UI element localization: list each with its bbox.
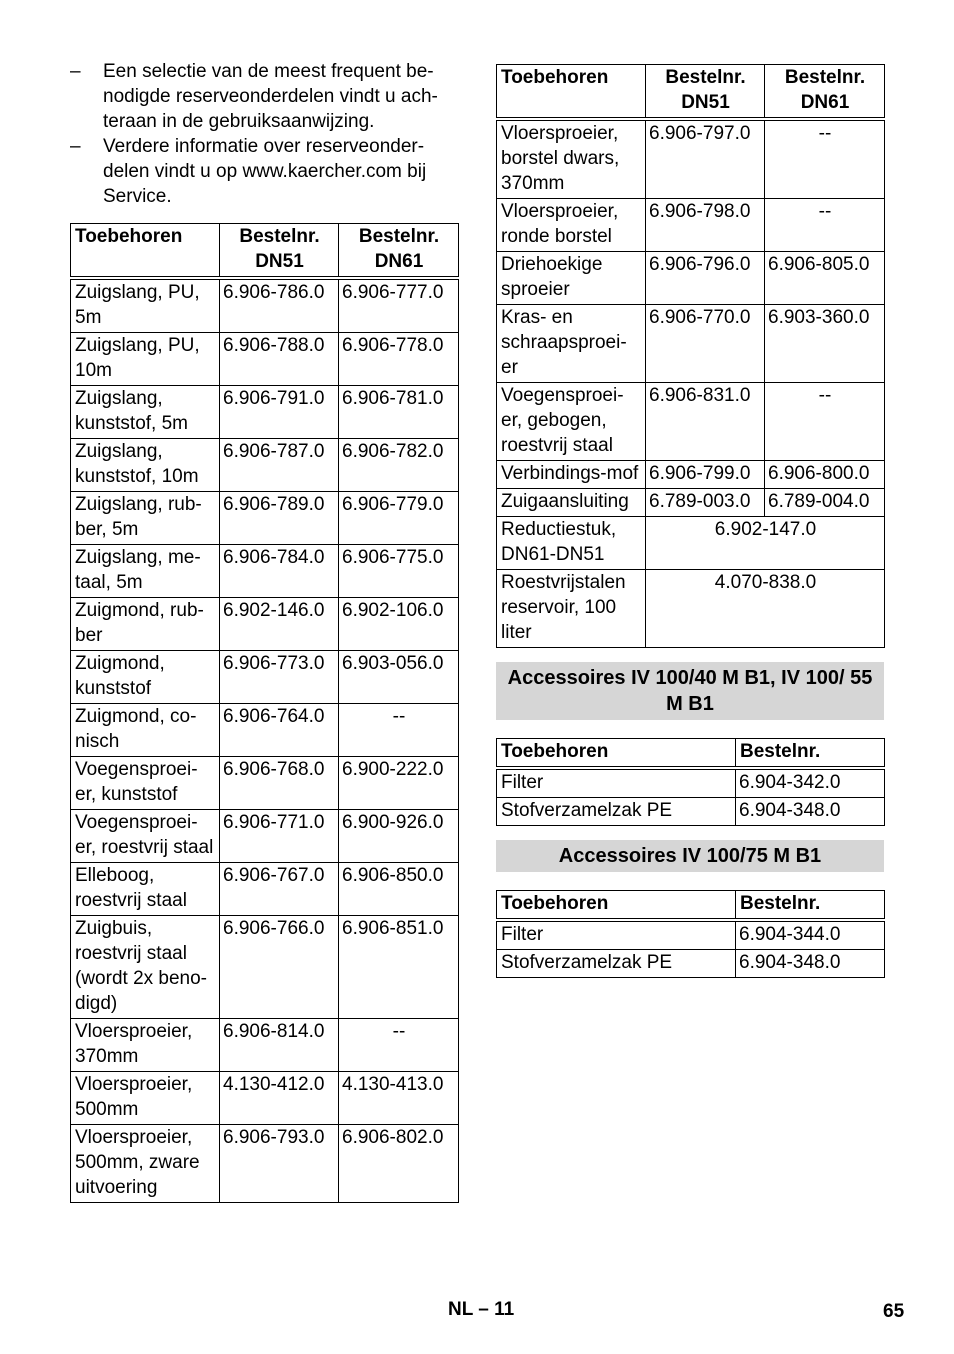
order-number-cell: 6.902-146.0: [220, 598, 339, 651]
order-number-cell: 6.906-791.0: [220, 386, 339, 439]
table-row: [71, 1072, 459, 1125]
table-row: [71, 704, 459, 757]
order-number-cell: 6.904-348.0: [736, 950, 885, 978]
order-number-cell: 6.906-784.0: [220, 545, 339, 598]
order-number-cell: 6.906-781.0: [339, 386, 459, 439]
order-number-cell: 6.906-851.0: [339, 916, 459, 1019]
table-row: [497, 570, 885, 648]
table-row: [71, 757, 459, 810]
order-number-cell: 6.906-768.0: [220, 757, 339, 810]
item-name-cell: Stofverzamelzak PE: [497, 950, 736, 978]
order-number-cell: 6.789-004.0: [765, 489, 885, 517]
order-number-cell: 6.906-767.0: [220, 863, 339, 916]
accessories-table-iv100-40: [496, 738, 885, 826]
item-name-cell: Zuigslang, PU, 10m: [71, 333, 220, 386]
column-header: Toebehoren: [497, 739, 736, 769]
table-row: [497, 768, 885, 798]
table-row: [497, 920, 885, 950]
order-number-cell: 6.906-775.0: [339, 545, 459, 598]
item-name-cell: Zuigslang, kunststof, 5m: [71, 386, 220, 439]
column-header: Toebehoren: [71, 224, 220, 279]
column-header: Bestelnr. DN51: [220, 224, 339, 279]
column-header: Toebehoren: [497, 65, 646, 120]
item-name-cell: Zuigslang, PU, 5m: [71, 278, 220, 333]
accessories-table-iv100-75: [496, 890, 885, 978]
table-row: [71, 492, 459, 545]
item-name-cell: Voegensproei-er, roestvrij staal: [71, 810, 220, 863]
order-number-cell: 6.906-770.0: [646, 305, 765, 383]
order-number-cell: 6.904-344.0: [736, 920, 885, 950]
page-number: 65: [883, 1301, 905, 1322]
order-number-cell: 4.130-412.0: [220, 1072, 339, 1125]
order-number-cell: 6.789-003.0: [646, 489, 765, 517]
table-row: [71, 1125, 459, 1203]
order-number-cell: 6.906-771.0: [220, 810, 339, 863]
table-row: [71, 278, 459, 333]
item-name-cell: Filter: [497, 768, 736, 798]
dash-mark: –: [70, 61, 81, 82]
item-name-cell: Zuigmond, co-nisch: [71, 704, 220, 757]
footer-section-page: – 11: [478, 1299, 515, 1320]
item-name-cell: Zuigbuis, roestvrij staal (wordt 2x beno-digd): [71, 916, 220, 1019]
order-number-cell: 4.130-413.0: [339, 1072, 459, 1125]
item-name-cell: Zuigslang, me-taal, 5m: [71, 545, 220, 598]
table-row: [497, 461, 885, 489]
item-name-cell: Vloersproeier, 500mm: [71, 1072, 220, 1125]
order-number-cell: 6.906-779.0: [339, 492, 459, 545]
order-number-cell: 6.904-348.0: [736, 798, 885, 826]
item-name-cell: Verbindings-mof: [497, 461, 646, 489]
order-number-cell: 6.902-147.0: [646, 517, 885, 570]
order-number-cell: 6.906-786.0: [220, 278, 339, 333]
table-row: [497, 798, 885, 826]
order-number-cell: 6.906-799.0: [646, 461, 765, 489]
table-row: [71, 810, 459, 863]
intro-text: Een selectie van de meest frequent be-nodigde reserveonderdelen vindt u ach-teraan in de gebruiksaanwijzing.: [103, 61, 438, 132]
order-number-cell: 6.906-782.0: [339, 439, 459, 492]
order-number-cell: 6.903-056.0: [339, 651, 459, 704]
order-number-cell: 6.900-222.0: [339, 757, 459, 810]
item-name-cell: Zuigslang, rub-ber, 5m: [71, 492, 220, 545]
table-row: [71, 916, 459, 1019]
table-row: [497, 252, 885, 305]
order-number-cell: 6.906-773.0: [220, 651, 339, 704]
table-row: [71, 598, 459, 651]
column-header: Bestelnr. DN51: [646, 65, 765, 120]
table-row: [497, 119, 885, 199]
order-number-cell: 6.906-798.0: [646, 199, 765, 252]
order-number-cell: 6.906-787.0: [220, 439, 339, 492]
order-number-cell: 6.906-777.0: [339, 278, 459, 333]
order-number-cell: 6.906-778.0: [339, 333, 459, 386]
intro-item: [70, 134, 458, 209]
section-heading-iv100-75: Accessoires IV 100/75 M B1: [496, 840, 884, 872]
column-header: Bestelnr. DN61: [765, 65, 885, 120]
right-column: [496, 64, 884, 978]
table-row: [71, 545, 459, 598]
order-number-cell: --: [765, 119, 885, 199]
item-name-cell: Zuigaansluiting: [497, 489, 646, 517]
item-name-cell: Stofverzamelzak PE: [497, 798, 736, 826]
column-header: Bestelnr.: [736, 891, 885, 921]
order-number-cell: 6.906-764.0: [220, 704, 339, 757]
order-number-cell: --: [765, 383, 885, 461]
table-row: [497, 517, 885, 570]
table-row: [71, 863, 459, 916]
item-name-cell: Vloersproeier, ronde borstel: [497, 199, 646, 252]
item-name-cell: Elleboog, roestvrij staal: [71, 863, 220, 916]
table-header-row: [71, 224, 459, 279]
order-number-cell: 6.906-800.0: [765, 461, 885, 489]
table-row: [71, 386, 459, 439]
intro-list: [70, 59, 458, 209]
item-name-cell: Reductiestuk, DN61-DN51: [497, 517, 646, 570]
order-number-cell: 6.906-793.0: [220, 1125, 339, 1203]
intro-text: Verdere informatie over reserveonder-delen vindt u op www.kaercher.com bij Service.: [103, 136, 427, 207]
table-row: [497, 950, 885, 978]
order-number-cell: 6.906-802.0: [339, 1125, 459, 1203]
column-header: Toebehoren: [497, 891, 736, 921]
order-number-cell: 6.900-926.0: [339, 810, 459, 863]
order-number-cell: --: [339, 1019, 459, 1072]
item-name-cell: Driehoekige sproeier: [497, 252, 646, 305]
order-number-cell: 6.906-796.0: [646, 252, 765, 305]
section-heading-iv100-40-55: Accessoires IV 100/40 M B1, IV 100/ 55 M B1: [496, 662, 884, 720]
intro-item: [70, 59, 458, 134]
item-name-cell: Zuigslang, kunststof, 10m: [71, 439, 220, 492]
item-name-cell: Zuigmond, kunststof: [71, 651, 220, 704]
item-name-cell: Filter: [497, 920, 736, 950]
table-row: [497, 489, 885, 517]
item-name-cell: Voegensproei-er, gebogen, roestvrij staal: [497, 383, 646, 461]
table-header-row: [497, 739, 885, 769]
order-number-cell: 6.906-797.0: [646, 119, 765, 199]
table-row: [71, 651, 459, 704]
column-header: Bestelnr. DN61: [339, 224, 459, 279]
order-number-cell: 6.906-805.0: [765, 252, 885, 305]
table-row: [71, 333, 459, 386]
accessories-table-dn-continued: [496, 64, 885, 648]
table-row: [71, 439, 459, 492]
table-row: [497, 305, 885, 383]
order-number-cell: 6.906-850.0: [339, 863, 459, 916]
order-number-cell: 6.906-788.0: [220, 333, 339, 386]
accessories-table-dn: [70, 223, 459, 1203]
item-name-cell: Zuigmond, rub-ber: [71, 598, 220, 651]
item-name-cell: Voegensproei-er, kunststof: [71, 757, 220, 810]
table-row: [497, 383, 885, 461]
table-row: [71, 1019, 459, 1072]
order-number-cell: 6.906-831.0: [646, 383, 765, 461]
item-name-cell: Vloersproeier, borstel dwars, 370mm: [497, 119, 646, 199]
table-header-row: [497, 891, 885, 921]
order-number-cell: 6.904-342.0: [736, 768, 885, 798]
order-number-cell: 6.906-766.0: [220, 916, 339, 1019]
item-name-cell: Vloersproeier, 500mm, zware uitvoering: [71, 1125, 220, 1203]
order-number-cell: --: [339, 704, 459, 757]
order-number-cell: 6.903-360.0: [765, 305, 885, 383]
dash-mark: –: [70, 136, 81, 157]
item-name-cell: Roestvrijstalen reservoir, 100 liter: [497, 570, 646, 648]
order-number-cell: 6.906-814.0: [220, 1019, 339, 1072]
order-number-cell: --: [765, 199, 885, 252]
footer-language: NL: [448, 1299, 473, 1320]
table-header-row: [497, 65, 885, 120]
page-footer-section: [448, 1297, 514, 1322]
order-number-cell: 4.070-838.0: [646, 570, 885, 648]
order-number-cell: 6.902-106.0: [339, 598, 459, 651]
left-column: [70, 59, 458, 1203]
table-row: [497, 199, 885, 252]
item-name-cell: Kras- en schraapsproei-er: [497, 305, 646, 383]
item-name-cell: Vloersproeier, 370mm: [71, 1019, 220, 1072]
column-header: Bestelnr.: [736, 739, 885, 769]
order-number-cell: 6.906-789.0: [220, 492, 339, 545]
